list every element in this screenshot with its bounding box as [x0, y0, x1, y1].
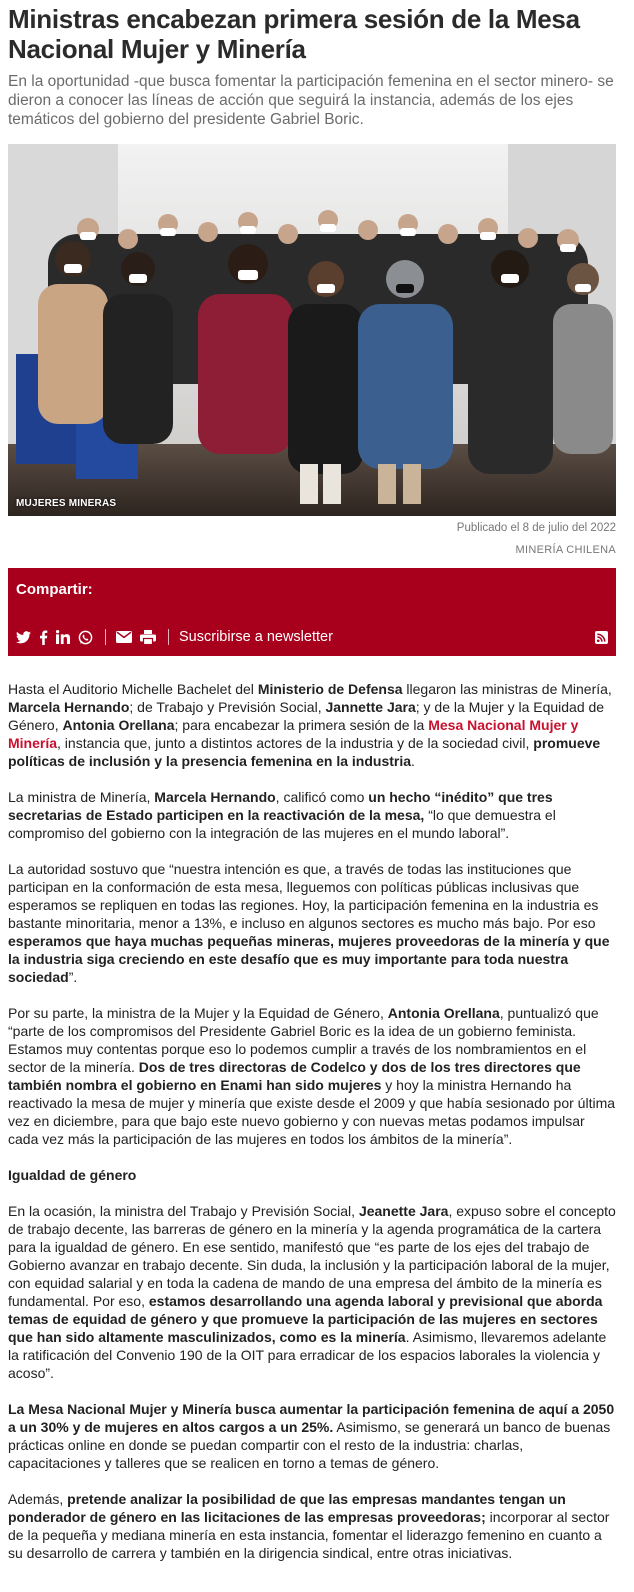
section-heading: Igualdad de género — [8, 1167, 137, 1183]
share-separator — [105, 629, 106, 645]
article-title: Ministras encabezan primera sesión de la Mesa Nacional Mujer y Minería — [8, 4, 580, 64]
paragraph-4: Por su parte, la ministra de la Mujer y la Equidad de Género, Antonia Orellana, puntualizó que “parte de los compromisos del Presidente Gabriel Boric es la idea de un gobierno feminista. Estamos muy contentas porque eso lo podemos cumplir a través de los nombramientos en el sector de la minería. Dos de tres directoras de Codelco y dos de los tres directores que también nombra el gobierno en Enami han sido mujeres y hoy la ministra Hernando ha reactivado la mesa de mujer y minería que existe desde el 2009 y que había sesionado por última vez en diciembre, para que bajo este nuevo gobierno y con nuevas metas podamos impulsar cada vez más la participación de las mujeres en todos los ámbitos de la minería”. — [8, 1005, 616, 1147]
paragraph-1: Hasta el Auditorio Michelle Bachelet del Ministerio de Defensa llegaron las ministras de Minería, Marcela Hernando; de Trabajo y Previsión Social, Jannette Jara; y de la Mujer y la Equidad de Género, Antonia Orellana; para encabezar la primera sesión de la Mesa Nacional Mujer y Minería, instancia que, junto a distintos actores de la industria y de la sociedad civil, promueve políticas de inclusión y la presencia femenina en la industria. — [8, 681, 612, 769]
share-title: Compartir: — [16, 581, 93, 598]
article-photo — [8, 144, 616, 516]
share-actions — [16, 628, 608, 646]
article-body — [8, 680, 618, 1580]
mail-icon[interactable] — [116, 628, 132, 646]
newsletter-link[interactable]: Suscribirse a newsletter — [179, 629, 333, 645]
twitter-icon[interactable] — [16, 628, 31, 646]
paragraph-5: En la ocasión, la ministra del Trabajo y Previsión Social, Jeanette Jara, expuso sobre el concepto de trabajo decente, las barreras de género en la minería y la agenda programática de la cartera para la igualdad de género. En ese sentido, manifestó que “es parte de los ejes del trabajo de Gobierno avanzar en trabajo decente. Sin duda, la inclusión y la participación laboral de la mujer, con equidad salarial y en toda la cadena de mando de una empresa del ámbito de la minería es fundamental. Por eso, estamos desarrollando una agenda laboral y previsional que aborda temas de equidad de género y que promueve la participación de las mujeres en sectores que han sido altamente masculinizados, como es la minería. Asimismo, llevaremos adelante la ratificación del Convenio 190 de la OIT para erradicar de los espacios laborales la violencia y acoso”. — [8, 1203, 616, 1381]
paragraph-3: La autoridad sostuvo que “nuestra intención es que, a través de todas las instituciones que participan en la conformación de esta mesa, lleguemos con políticas públicas inclusivas que esperamos se repliquen en todas las regiones. Hoy, la participación femenina en la industria es bastante minoritaria, menor a 13%, e incluso en algunos sectores es mucho más bajo. Por eso esperamos que haya muchas pequeñas mineras, mujeres proveedoras de la minería y que la industria siga creciendo en este desafío que es muy importante para toda nuestra sociedad”. — [8, 861, 610, 985]
group-photo-image — [8, 144, 616, 516]
published-date: Publicado el 8 de julio del 2022 — [456, 522, 616, 534]
facebook-icon[interactable] — [39, 628, 48, 646]
rss-icon[interactable] — [595, 628, 608, 646]
source-label: MINERÍA CHILENA — [515, 544, 616, 556]
whatsapp-icon[interactable] — [78, 628, 93, 646]
linkedin-icon[interactable] — [56, 628, 70, 646]
paragraph-7: Además, pretende analizar la posibilidad de que las empresas mandantes tengan un ponderador de género en las licitaciones de las empresas proveedoras; incorporar al sector de la pequeña y mediana minería en esta instancia, fomentar el liderazgo femenino en cuanto a su desarrollo de carrera y también en la dirigencia sindical, entre otras iniciativas. — [8, 1491, 610, 1561]
print-icon[interactable] — [140, 628, 156, 646]
photo-caption: MUJERES MINERAS — [16, 498, 117, 509]
share-bar — [8, 568, 616, 656]
paragraph-6: La Mesa Nacional Mujer y Minería busca aumentar la participación femenina de aquí a 2050 a un 30% y de mujeres en altos cargos a un 25%. Asimismo, se generará un banco de buenas prácticas online en donde se puedan compartir con el resto de la industria: charlas, capacitaciones y talleres que se realicen en torno a temas de género. — [8, 1401, 615, 1471]
paragraph-2: La ministra de Minería, Marcela Hernando, calificó como un hecho “inédito” que tres secretarias de Estado participen en la reactivación de la mesa, “lo que demuestra el compromiso del gobierno con la integración de las mujeres en el mundo laboral”. — [8, 789, 556, 841]
article-lead: En la oportunidad -que busca fomentar la participación femenina en el sector minero- se dieron a conocer las líneas de acción que seguirá la instancia, además de los ejes temáticos del gobierno del presidente Gabriel Boric. — [8, 73, 614, 128]
mesa-nacional-link[interactable]: Mesa Nacional Mujer y Minería — [8, 717, 579, 751]
share-separator — [168, 629, 169, 645]
